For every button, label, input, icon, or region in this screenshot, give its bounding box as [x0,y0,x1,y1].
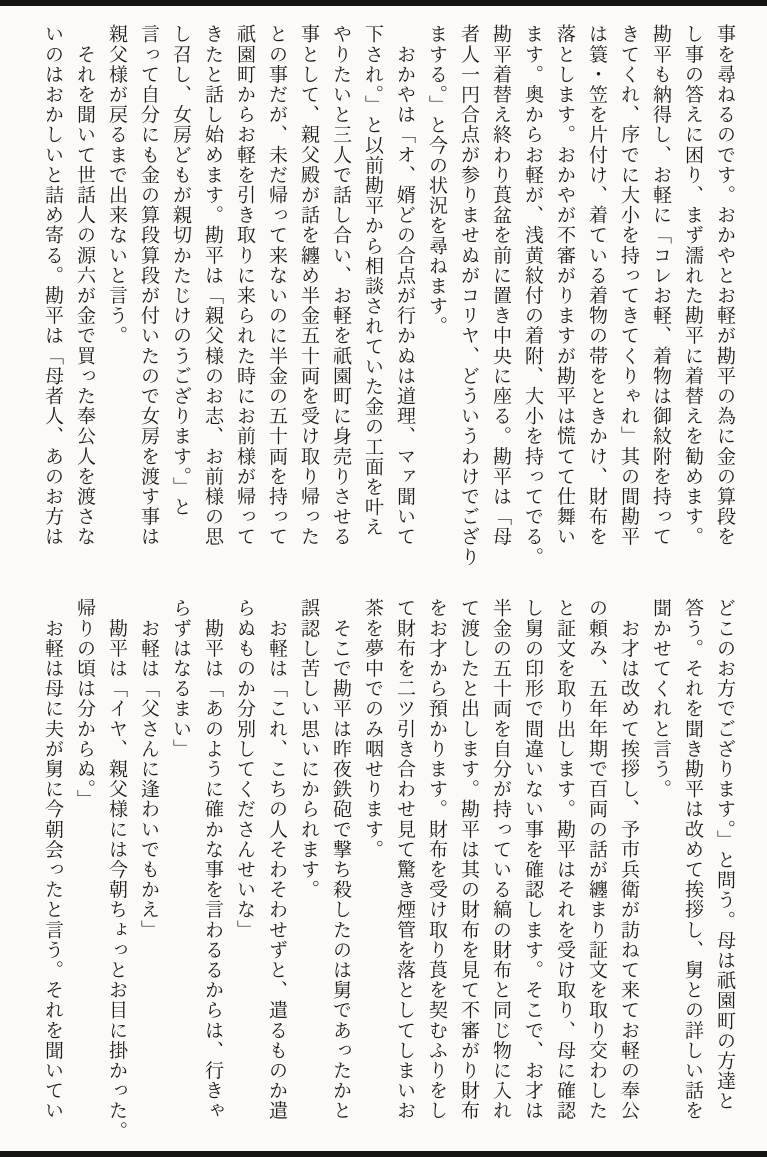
scan-edge-top [0,0,767,6]
text-line: との事だが、未だ帰って来ないのに半金の五十両を持って [266,24,287,547]
text-line: どこのお方でござります。」と問う。母は祇園町の方達と [714,598,735,1112]
text-line: らずはなるまい」 [170,598,191,759]
text-line: お軽は母に夫が舅に今朝会ったと言う。それを聞いてい [42,598,63,1121]
text-line: お軽は「これ、こちの人そわそわせずと、遣るものか遣 [266,598,287,1121]
text-line: いのはおかしいと詰め寄る。勘平は「母者人、あのお方は [42,24,63,547]
text-line: まする。」と今の状況を尋ねます。 [426,24,447,337]
text-line: し事の答えに困り、まず濡れた勘平に着替えを勧めます。 [682,24,703,547]
text-line: お才は改めて挨拶し、予市兵衛が訪ねて来てお軽の奉公 [618,598,639,1121]
vertical-text-block-top [36,24,740,571]
text-line: 落とします。おかやが不審がりますが勘平は慌てて仕舞い [554,24,575,547]
text-line: 茶を夢中でのみ咽せります。 [362,598,383,860]
text-line: 聞かせてくれと言う。 [650,598,671,799]
text-line: 者人一円合点が参りませぬがコリヤ、どういうわけでござり [458,24,479,567]
text-line: 勘平は「あのように確かな事を言わるるからは、行きゃ [202,598,223,1121]
vertical-text-block-bottom [36,598,740,1145]
text-line: 事を尋ねるのです。おかやとお軽が勘平の為に金の算段を [714,24,735,547]
text-line: それを聞いて世話人の源六が金で買った奉公人を渡さな [74,24,95,547]
text-line: 祇園町からお軽を引き取りに来られた時にお前様が帰って [234,24,255,547]
text-line: 答う。それを聞き勘平は改めて挨拶し、舅との詳しい話を [682,598,703,1121]
text-line: 言って自分にも金の算段算段が付いたので女房を渡す事は [138,24,159,547]
text-line: て財布を二ツ引き合わせ見て驚き煙管を落としてしまいお [394,598,415,1121]
scan-edge-bottom [0,1151,767,1157]
text-line: は簑・笠を片付け、着ている着物の帯をときかけ、財布を [586,24,607,547]
text-line: 誤認し苦しい思いにかられます。 [298,598,319,900]
text-line: 親父様が戻るまで出来ないと言う。 [106,24,127,346]
text-line: そこで勘平は昨夜鉄砲で撃ち殺したのは舅であったかと [330,598,351,1121]
text-line: し召し、女房どもが親切かたじけのうござります。」と [170,24,191,517]
text-line: きたと話し始めます。勘平は「親父様のお志、お前様の思 [202,24,223,547]
text-line: お軽は「父さんに逢わいでもかえ」 [138,598,159,940]
text-line: て渡したと出します。勘平は其の財布を見て不審がり財布 [458,598,479,1121]
text-line: ます。奥からお軽が、浅黄紋付の着附、大小を持ってでる。 [522,24,543,567]
text-line: と証文を取り出します。勘平はそれを受け取り、母に確認 [554,598,575,1121]
text-line: 事として、親父殿が話を纏め半金五十両を受け取り帰った [298,24,319,547]
text-line: 帰りの頃は分からぬ。」 [74,598,95,810]
text-line: おかやは「オ、婿どの合点が行かぬは道理、マァ聞いて [394,24,415,547]
text-line: 勘平着替え終わり莨盆を前に置き中央に座る。勘平は「母 [490,24,511,547]
text-line: の頼み、五年年期で百両の話が纏まり証文を取り交わした [586,598,607,1121]
text-line: 勘平も納得し、お軽に「コレお軽、着物は御紋附を持って [650,24,671,547]
text-line: をお才から預かります。財布を受け取り莨を契むふりをし [426,598,447,1121]
text-line: 半金の五十両を自分が持っている縞の財布と同じ物に入れ [490,598,511,1121]
text-line: やりたいと三人で話し合い、お軽を祇園町に身売りさせる [330,24,351,547]
text-line: 下され。」と以前勘平から相談されていた金の工面を叶え [362,24,383,538]
text-line: きてくれ、序でに大小を持ってきてくりゃれ」其の間勘平 [618,24,639,547]
text-line: 勘平は「イヤ、親父様には今朝ちょっとお目に掛かった。 [106,598,127,1141]
text-line: し舅の印形で間違いない事を確認します。そこで、お才は [522,598,543,1121]
text-line: らぬものか分別してくださんせいな」 [234,598,255,940]
